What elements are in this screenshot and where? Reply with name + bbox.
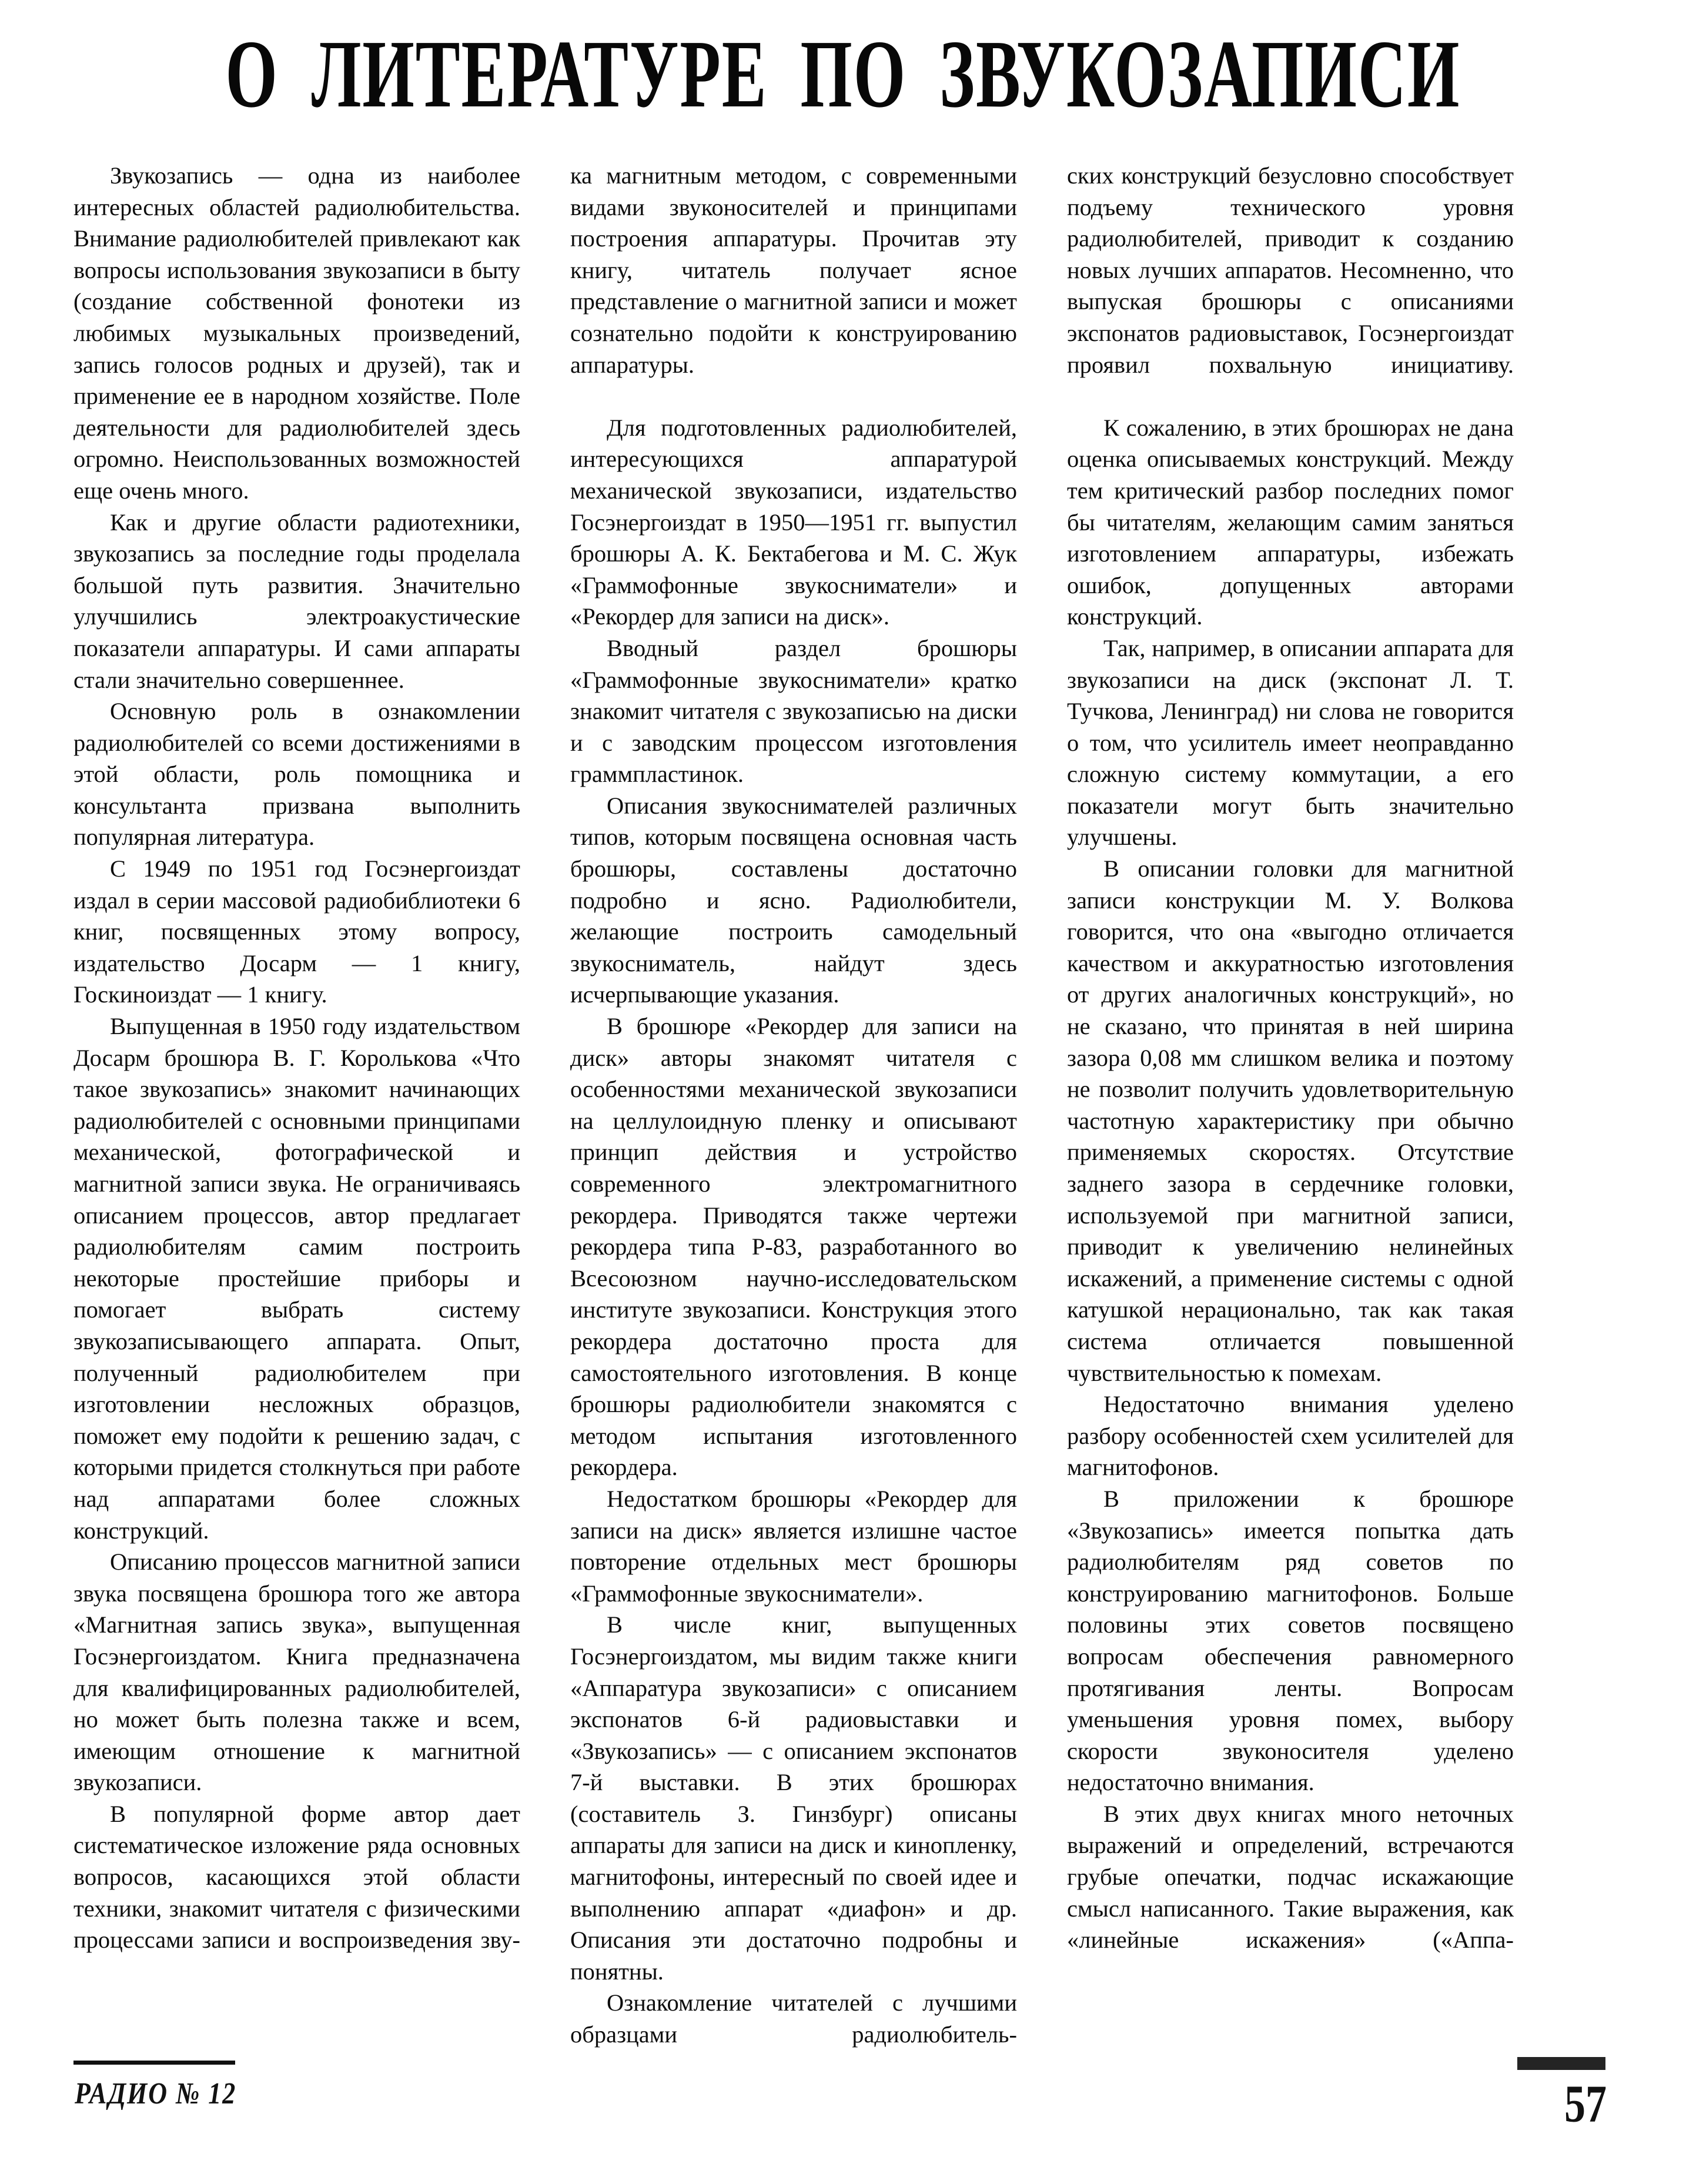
paragraph: Описанию процессов магнитной записи звука посвящена брошюра того же автора «Магнитная запись звука», выпущенная Госэнергоиздатом. Книга предназначена для квалифицированных радиолюбителей, но может быть полезна также и всем, имеющим отношение к магнитной звукозаписи. [73,1548,520,1796]
paragraph-continues-next-page: В этих двух книгах много неточных выражений и определений, встречаются грубые опечатки, подчас искажающие смысл написанного. Такие выражения, как «линейные искажения» («Аппа- [1067,1800,1514,1954]
paragraph: Описания звукоснимателей различных типов, которым посвящена основная часть брошюры, составлены достаточно подробно и ясно. Радиолюбители, желающие построить самодельный звукосниматель, найдут здесь исчерпывающие указания. [570,792,1017,1008]
magazine-issue-label: РАДИО № 12 [75,2076,237,2111]
paragraph-continued: ка магнитным методом, с современными видами звуконосителей и принципами построения аппаратуры. Прочитав эту книгу, читатель получает ясное представление о магнитной записи и может сознательно подойти к конструированию аппаратуры. [570,162,1017,378]
footer-rule-divider [73,2061,235,2065]
text-column-2 [570,160,1017,2048]
paragraph: Как и другие области радиотехники, звукозапись за последние годы проделала большой путь развития. Значительно улучшились электроакустические показатели аппаратуры. И сами аппараты стали значительно совершеннее. [73,509,520,693]
paragraph: С 1949 по 1951 год Госэнергоиздат издал в серии массовой радиобиблиотеки 6 книг, посвященных этому вопросу, издательство Досарм — 1 книгу, Госкиноиздат — 1 книгу. [73,855,520,1008]
decorative-mark-icon [1517,2057,1605,2070]
paragraph: В приложении к брошюре «Звукозапись» имеется попытка дать радиолюбителям ряд советов по конструированию магнитофонов. Больше половины этих советов посвящено вопросам обеспечения равномерного протягивания ленты. Вопросам уменьшения уровня помех, выбору скорости звуконосителя уделено недостаточно внимания. [1067,1485,1514,1796]
paragraph: В брошюре «Рекордер для записи на диск» авторы знакомят читателя с особенностями механической звукозаписи на целлулоидную пленку и описывают принцип действия и устройство современного электромагнитного рекордера. Приводятся также чертежи рекордера типа Р-83, разработанного во Всесоюзном научно-исследовательском институте звукозаписи. Конструкция этого рекордера достаточно проста для самостоятельного изготовления. В конце брошюры радиолюбители знакомятся с методом испытания изготовленного рекордера. [570,1013,1017,1481]
paragraph: Так, например, в описании аппарата для звукозаписи на диск (экспонат Л. Т. Тучкова, Ленинград) ни слова не говорится о том, что усилитель имеет неоправданно сложную систему коммутации, а его показатели могут быть значительно улучшены. [1067,634,1514,851]
paragraph: Основную роль в ознакомлении радиолюбителей со всеми достижениями в этой области, роль помощника и консультанта призвана выполнить популярная литература. [73,698,520,851]
paragraph: В описании головки для магнитной записи конструкции М. У. Волкова говорится, что она «выгодно отличается качеством и аккуратностью изготовления от других аналогичных конструкций», но не сказано, что принятая в ней ширина зазора 0,08 мм слишком велика и поэтому не позволит получить удовлетворительную частотную характеристику при обычно применяемых скоростях. Отсутствие заднего зазора в сердечнике головки, используемой при магнитной записи, приводит к увеличению нелинейных искажений, а применение системы с одной катушкой нерационально, так как такая система отличается повышенной чувствительностью к помехам. [1067,855,1514,1386]
page-number: 57 [1564,2074,1607,2133]
paragraph: Звукозапись — одна из наиболее интересных областей радиолюбительства. Внимание радиолюбителей привлекают как вопросы использования звукозаписи в быту (создание собственной фонотеки из любимых музыкальных произведений, запись голосов родных и друзей), так и применение ее в народном хозяйстве. Поле деятельности для радиолюбителей здесь огромно. Неиспользованных возможностей еще очень много. [73,162,520,504]
paragraph-continues-next-column: Ознакомление читателей с лучшими образцами радиолюбитель- [570,1989,1017,2048]
page-title: О ЛИТЕРАТУРЕ ПО ЗВУКОЗАПИСИ [225,21,1461,128]
paragraph: Недостаточно внимания уделено разбору особенностей схем усилителей для магнитофонов. [1067,1391,1514,1481]
paragraph-continued: ских конструкций безусловно способствует подъему технического уровня радиолюбителей, приводит к созданию новых лучших аппаратов. Несомненно, что выпуская брошюры с описаниями экспонатов радиовыставок, Госэнергоиздат проявил похвальную инициативу. [1067,162,1514,378]
paragraph: Вводный раздел брошюры «Граммофонные звукосниматели» кратко знакомит читателя с звукозаписью на диски и с заводским процессом изготовления граммпластинок. [570,634,1017,788]
paragraph: Выпущенная в 1950 году издательством Досарм брошюра В. Г. Королькова «Что такое звукозапись» знакомит начинающих радиолюбителей с основными принципами механической, фотографической и магнитной записи звука. Не ограничиваясь описанием процессов, автор предлагает радиолюбителям самим построить некоторые простейшие приборы и помогает выбрать систему звукозаписывающего аппарата. Опыт, полученный радиолюбителем при изготовлении несложных образцов, поможет ему подойти к решению задач, с которыми придется столкнуться при работе над аппаратами более сложных конструкций. [73,1013,520,1544]
text-column-1 [73,160,520,2041]
page-footer [73,2061,1613,2131]
paragraph: Для подготовленных радиолюбителей, интересующихся аппаратурой механической звукозаписи, издательство Госэнергоиздат в 1950—1951 гг. выпустил брошюры А. К. Бектабегова и М. С. Жук «Граммофонные звукосниматели» и «Рекордер для записи на диск». [570,414,1017,630]
paragraph: К сожалению, в этих брошюрах не дана оценка описываемых конструкций. Между тем критический разбор последних помог бы читателям, желающим самим заняться изготовлением аппаратуры, избежать ошибок, допущенных авторами конструкций. [1067,414,1514,630]
paragraph-continues-next-column: В популярной форме автор дает систематическое изложение ряда основных вопросов, касающихся этой области техники, знакомит читателя с физическими процессами записи и воспроизведения зву- [73,1800,520,1954]
paragraph: Недостатком брошюры «Рекордер для записи на диск» является излишне частое повторение отдельных мест брошюры «Граммофонные звукосниматели». [570,1485,1017,1607]
article-body [73,160,1561,2048]
paragraph: В числе книг, выпущенных Госэнергоиздатом, мы видим также книги «Аппаратура звукозаписи» с описанием экспонатов 6-й радиовыставки и «Звукозапись» — с описанием экспонатов 7-й выставки. В этих брошюрах (составитель З. Гинзбург) описаны аппараты для записи на диск и кинопленку, магнитофоны, интересный по своей идее и выполнению аппарат «диафон» и др. Описания эти достаточно подробны и понятны. [570,1611,1017,1985]
page-headline-container [0,21,1686,128]
text-column-3 [1067,160,1514,2041]
